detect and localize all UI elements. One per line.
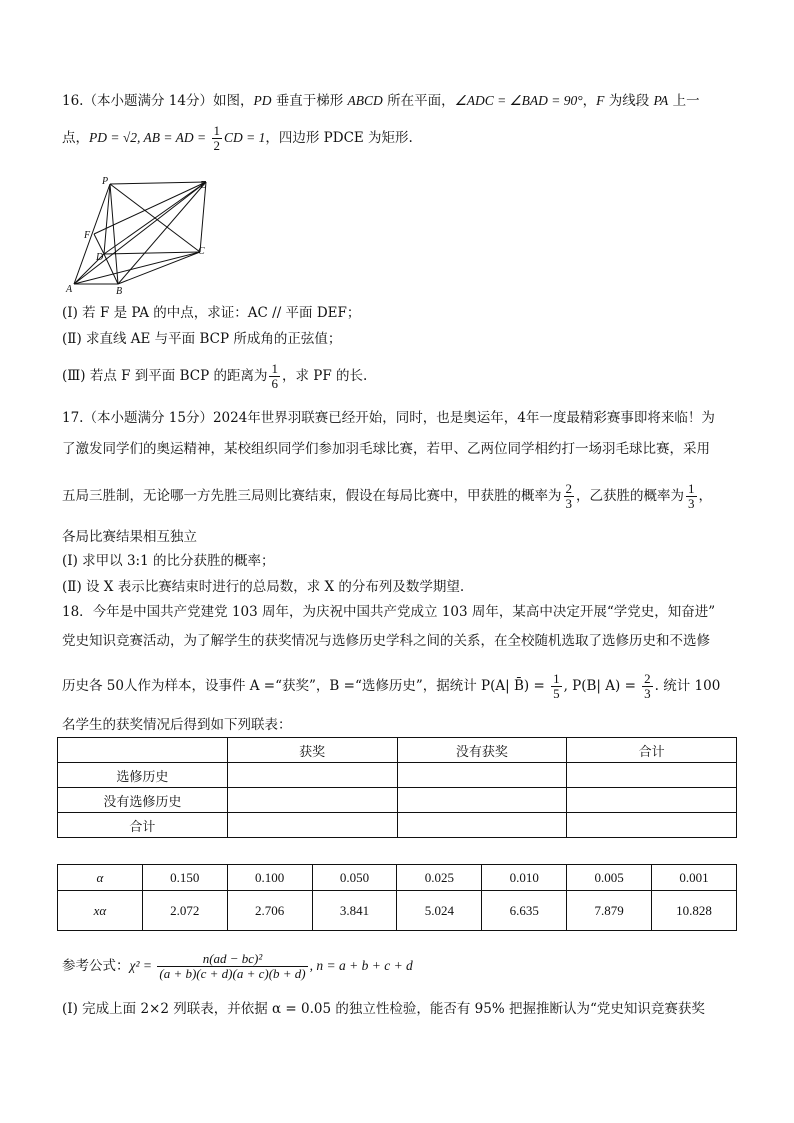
fraction: $\frac{1}{5}$ <box>553 671 560 701</box>
geometry-figure <box>64 176 214 294</box>
table-row: 选修历史 <box>58 763 737 788</box>
q16-line1: 16.（本小题满分 14分）如图，PD 垂直于梯形 ABCD 所在平面，∠ADC = ∠BAD = 90°，F 为线段 PA 上一 <box>62 93 700 109</box>
table-row: 没有选修历史 <box>58 788 737 813</box>
q18-line2: 党史知识竞赛活动，为了解学生的获奖情况与选修历史学科之间的关系，在全校随机选取了选修历史和不选修 <box>62 633 710 649</box>
q16-part1: (I) 若 F 是 PA 的中点，求证：AC // 平面 DEF； <box>62 305 361 321</box>
fraction: $\frac{2}{3}$ <box>644 671 651 701</box>
table-row: xα 2.072 2.706 3.841 5.024 6.635 7.879 10.828 <box>58 891 737 931</box>
fraction: $\frac{1}{6}$ <box>271 361 278 391</box>
q17-part2: (Ⅱ) 设 X 表示比赛结束时进行的总局数，求 X 的分布列及数学期望. <box>62 579 465 595</box>
critical-value-table <box>57 864 737 931</box>
label-P: P <box>102 176 109 187</box>
q17-line1: 17.（本小题满分 15分）2024年世界羽联赛已经开始，同时，也是奥运年，4年一度最精彩赛事即将来临！为 <box>62 410 715 426</box>
q16-line2: 点，PD = √2, AB = AD = $\frac{1}{2}$ CD = 1，四边形 PDCE 为矩形. <box>62 123 413 153</box>
q18-part1: (I) 完成上面 2×2 列联表，并依据 α = 0.05 的独立性检验，能否有 95% 把握推断认为“党史知识竞赛获奖 <box>62 1001 705 1017</box>
fraction: $\frac{1}{3}$ <box>688 481 695 511</box>
label-C: C <box>198 246 205 257</box>
contingency-table <box>57 737 737 838</box>
q17-line4: 各局比赛结果相互独立 <box>62 529 197 545</box>
q17-part1: (I) 求甲以 3:1 的比分获胜的概率； <box>62 553 275 569</box>
label-B: B <box>116 286 123 294</box>
formula: 参考公式：χ² = $\frac{\text{n(ad − bc)²}}{(a + b)(c + d)(a + c)(b + d)}$ , n = a + b + c + d <box>62 951 413 981</box>
fraction: $\frac{2}{3}$ <box>565 481 572 511</box>
table-row: 合计 <box>58 813 737 838</box>
q16-part3: (Ⅲ) 若点 F 到平面 BCP 的距离为 $\frac{1}{6}$ ，求 PF 的长. <box>62 361 368 391</box>
label-F: F <box>84 230 91 241</box>
table-row: 获奖 没有获奖 合计 <box>58 738 737 763</box>
table-row: α 0.150 0.100 0.050 0.025 0.010 0.005 0.001 <box>58 865 737 891</box>
q16-part2: (Ⅱ) 求直线 AE 与平面 BCP 所成角的正弦值； <box>62 331 342 347</box>
label-D: D <box>96 252 104 263</box>
q17-line3: 五局三胜制，无论哪一方先胜三局则比赛结束，假设在每局比赛中，甲获胜的概率为 $\frac{2}{3}$ ，乙获胜的概率为 $\frac{1}{3}$ ， <box>62 481 712 511</box>
fraction: $\frac{\text{n(ad − bc)²}}{(a + b)(c + d)(a + c)(b + d)}$ <box>159 951 306 981</box>
q18-line4: 名学生的获奖情况后得到如下列联表： <box>62 717 292 733</box>
fraction: $\frac{1}{2}$ <box>213 123 220 153</box>
label-A: A <box>66 284 73 294</box>
q18-line1: 18．今年是中国共产党建党 103 周年，为庆祝中国共产党成立 103 周年，某高中决定开展“学党史，知奋进” <box>62 604 716 620</box>
label-E: E <box>200 180 207 191</box>
q17-line2: 了激发同学们的奥运精神，某校组织同学们参加羽毛球比赛，若甲、乙两位同学相约打一场羽毛球比赛，采用 <box>62 441 710 457</box>
q18-line3: 历史各 50人作为样本，设事件 A =“获奖”，B =“选修历史”，据统计 P(A| B̄) = $\frac{1}{5}$ , P(B| A) = $\frac{2}{3}$ . 统计 100 <box>62 671 721 701</box>
